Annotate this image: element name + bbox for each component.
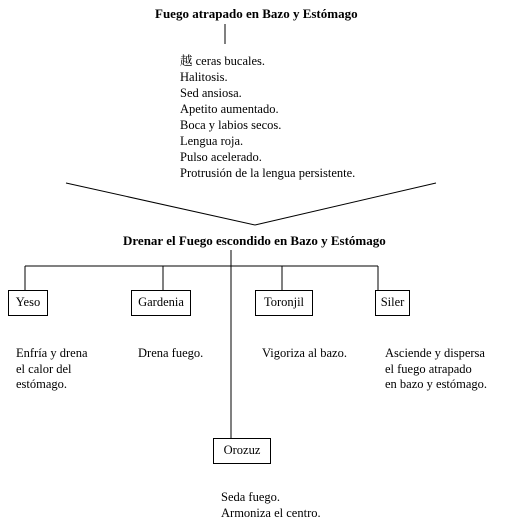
desc-line: Drena fuego. bbox=[138, 346, 204, 360]
symptom-list bbox=[180, 53, 355, 181]
symptom-item: Sed ansiosa. bbox=[180, 86, 242, 100]
desc-line: Armoniza el centro. bbox=[221, 505, 321, 520]
symptom-item: 越 ceras bucales. bbox=[180, 54, 266, 68]
desc-line: Seda fuego. bbox=[221, 490, 281, 504]
herb-desc-toronjil bbox=[262, 346, 347, 362]
funnel-right-line bbox=[255, 183, 436, 225]
symptom-item: Boca y labios secos. bbox=[180, 118, 282, 132]
top-title: Fuego atrapado en Bazo y Estómago bbox=[155, 6, 358, 21]
herb-desc-orozuz bbox=[221, 490, 321, 521]
desc-line: en bazo y estómago. bbox=[385, 377, 488, 391]
desc-line: Vigoriza al bazo. bbox=[262, 346, 347, 360]
desc-line: Asciende y dispersa bbox=[385, 346, 485, 360]
mid-title: Drenar el Fuego escondido en Bazo y Estómago bbox=[123, 233, 386, 248]
symptom-item: Halitosis. bbox=[180, 70, 228, 84]
herb-box-toronjil: Toronjil bbox=[255, 290, 313, 316]
symptom-item: Protrusión de la lengua persistente. bbox=[180, 166, 356, 180]
symptom-item: Apetito aumentado. bbox=[180, 102, 279, 116]
herb-desc-siler bbox=[385, 346, 487, 393]
symptom-item: Pulso acelerado. bbox=[180, 150, 262, 164]
desc-line: el fuego atrapado bbox=[385, 361, 472, 376]
symptom-item: Lengua roja. bbox=[180, 134, 244, 148]
funnel-left-line bbox=[66, 183, 255, 225]
herb-box-yeso: Yeso bbox=[8, 290, 48, 316]
herb-box-orozuz: Orozuz bbox=[213, 438, 271, 464]
desc-line: Enfría y drena bbox=[16, 346, 88, 360]
herb-box-gardenia: Gardenia bbox=[131, 290, 191, 316]
herb-desc-gardenia bbox=[138, 346, 203, 362]
desc-line: estómago. bbox=[16, 377, 68, 391]
herb-box-siler: Siler bbox=[375, 290, 410, 316]
herb-desc-yeso bbox=[16, 346, 88, 393]
desc-line: el calor del bbox=[16, 361, 72, 376]
